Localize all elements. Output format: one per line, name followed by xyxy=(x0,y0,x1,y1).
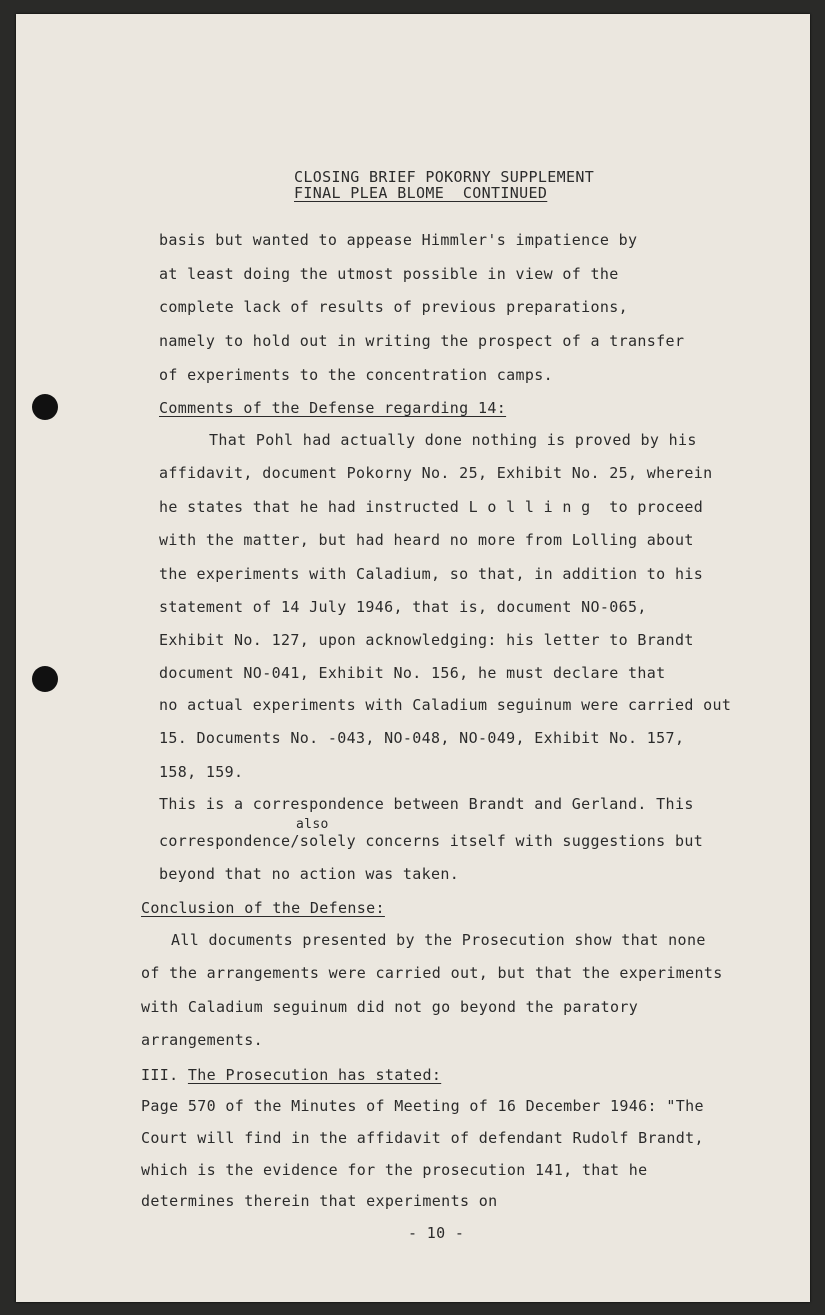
body-line: beyond that no action was taken. xyxy=(159,865,460,883)
body-line: he states that he had instructed L o l l i n g to proceed xyxy=(159,498,704,516)
body-line: 158, 159. xyxy=(159,763,244,781)
section-heading-14: Comments of the Defense regarding 14: xyxy=(159,399,507,417)
insertion-note: also xyxy=(296,817,329,832)
section-heading-conclusion: Conclusion of the Defense: xyxy=(141,899,385,917)
body-line: affidavit, document Pokorny No. 25, Exhibit No. 25, wherein xyxy=(159,464,713,482)
body-line: complete lack of results of previous preparations, xyxy=(159,298,629,316)
body-line: with the matter, but had heard no more from Lolling about xyxy=(159,531,694,549)
body-line: namely to hold out in writing the prospect of a transfer xyxy=(159,332,685,350)
body-line: of experiments to the concentration camps. xyxy=(159,366,553,384)
page-number: - 10 - xyxy=(408,1224,465,1242)
body-line: determines therein that experiments on xyxy=(141,1192,498,1210)
body-line: correspondence/solely concerns itself with suggestions but xyxy=(159,832,704,850)
body-line: which is the evidence for the prosecution 141, that he xyxy=(141,1161,648,1179)
punch-hole xyxy=(32,666,58,692)
body-line: no actual experiments with Caladium seguinum were carried out xyxy=(159,696,732,714)
body-line: the experiments with Caladium, so that, in addition to his xyxy=(159,565,704,583)
body-line: document NO-041, Exhibit No. 156, he must declare that xyxy=(159,664,666,682)
body-line: at least doing the utmost possible in view of the xyxy=(159,265,619,283)
body-line: Court will find in the affidavit of defendant Rudolf Brandt, xyxy=(141,1129,704,1147)
section-iii-number: III. xyxy=(141,1066,179,1084)
body-line: arrangements. xyxy=(141,1031,263,1049)
body-line: basis but wanted to appease Himmler's impatience by xyxy=(159,231,638,249)
body-line: That Pohl had actually done nothing is proved by his xyxy=(209,431,697,449)
body-line: statement of 14 July 1946, that is, document NO-065, xyxy=(159,598,647,616)
body-line: Page 570 of the Minutes of Meeting of 16 December 1946: "The xyxy=(141,1097,704,1115)
body-line: of the arrangements were carried out, but that the experiments xyxy=(141,964,723,982)
header-line-2: FINAL PLEA BLOME CONTINUED xyxy=(294,184,548,202)
punch-hole xyxy=(32,394,58,420)
body-line: This is a correspondence between Brandt and Gerland. This xyxy=(159,795,694,813)
header-line-1: CLOSING BRIEF POKORNY SUPPLEMENT xyxy=(294,168,595,186)
body-line: All documents presented by the Prosecution show that none xyxy=(171,931,706,949)
body-line: Exhibit No. 127, upon acknowledging: his letter to Brandt xyxy=(159,631,694,649)
body-line: 15. Documents No. -043, NO-048, NO-049, Exhibit No. 157, xyxy=(159,729,685,747)
body-line: with Caladium seguinum did not go beyond the paratory xyxy=(141,998,639,1016)
section-iii-heading: The Prosecution has stated: xyxy=(187,1066,442,1084)
document-page xyxy=(16,14,810,1302)
section-number xyxy=(141,1066,441,1084)
